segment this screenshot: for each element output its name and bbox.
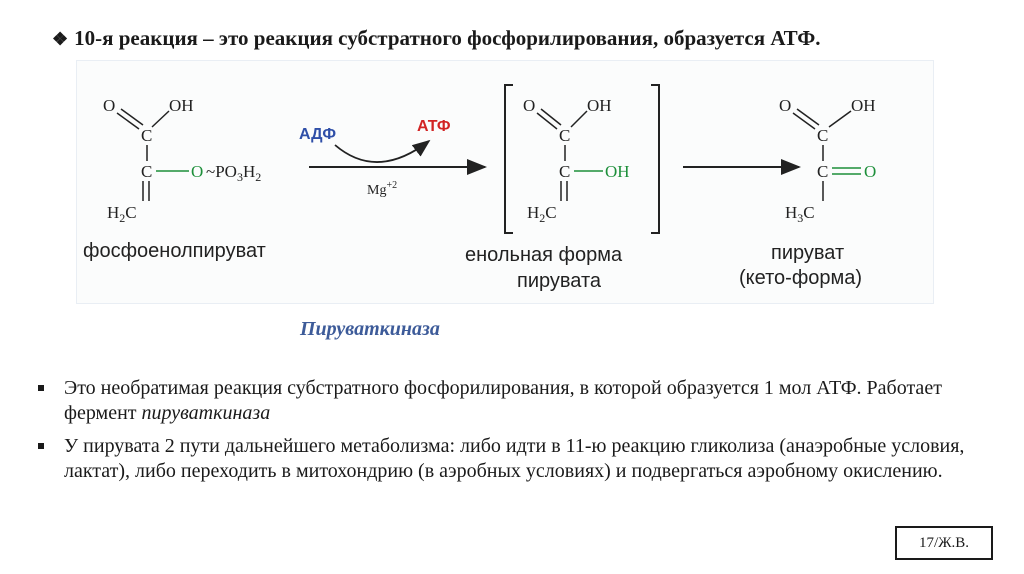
m1-carbon-2: C [141, 162, 153, 181]
m1-oxygen: O [103, 96, 116, 115]
m3-hydroxyl: OH [851, 96, 876, 115]
bullet-item-1 [38, 376, 998, 426]
m2-hydroxyl: OH [587, 96, 612, 115]
m1-caption: фосфоенолпируват [83, 240, 266, 262]
m1-methylene: $H_2C$ [107, 203, 137, 225]
m3-caption-line2: (кето-форма) [739, 267, 863, 289]
square-bullet-icon [38, 443, 44, 449]
m1-hydroxyl: OH [169, 96, 194, 115]
m3-carbon-1: C [817, 126, 829, 145]
m2-caption-line2: пирувата [517, 270, 602, 292]
enzyme-label: Пируваткиназа [300, 318, 440, 340]
molecule-enol-pyruvate [465, 85, 659, 292]
m3-keto-oxygen: O [864, 162, 877, 181]
slide-title [52, 26, 820, 51]
reaction-scheme-svg [77, 61, 933, 303]
square-bullet-icon [38, 385, 44, 391]
m3-carbon-2: C [817, 162, 829, 181]
m3-methyl: $H_3C$ [785, 203, 815, 225]
molecule-phosphoenolpyruvate [83, 96, 266, 262]
m2-caption-line1: енольная форма [465, 244, 623, 266]
m2-enol-hydroxyl: OH [605, 162, 630, 181]
bullet-list [38, 376, 998, 492]
reaction-arrow-1 [299, 118, 485, 198]
m1-phosphate-group: $\sim PO_3H_2$ [206, 162, 262, 184]
atp-label: АТФ [417, 118, 451, 135]
m1-link-oxygen: O [191, 162, 204, 181]
m2-carbon-1: C [559, 126, 571, 145]
bullet-item-2 [38, 434, 998, 484]
m2-methylene: $H_2C$ [527, 203, 557, 225]
m3-caption-line1: пируват [771, 242, 845, 264]
bullet-1-text: Это необратимая реакция субстратного фосфорилирования, в которой образуется 1 мол АТФ. Работает фермент [64, 377, 942, 424]
m1-carbon-1: C [141, 126, 153, 145]
m2-carbon-2: C [559, 162, 571, 181]
diamond-bullet-icon: ❖ [52, 29, 69, 49]
bullet-2-text: У пирувата 2 пути дальнейшего метаболизма: либо идти в 11-ю реакцию гликолиза (анаэробные условия, лактат), либо переходить в митохондрию (в аэробных условиях) и подвергаться аэробному окислению. [64, 435, 965, 482]
adp-label: АДФ [299, 126, 336, 143]
mg-cofactor: $Mg^{+2}$ [367, 180, 398, 198]
bullet-1-italic: пируваткиназа [141, 402, 271, 424]
slide-title-text: 10-я реакция – это реакция субстратного фосфорилирования, образуется АТФ. [74, 26, 821, 50]
reaction-scheme [76, 60, 934, 304]
molecule-pyruvate [739, 96, 876, 289]
page-number-box: 17/Ж.В. [895, 526, 993, 560]
m2-oxygen: O [523, 96, 536, 115]
m3-oxygen: O [779, 96, 792, 115]
